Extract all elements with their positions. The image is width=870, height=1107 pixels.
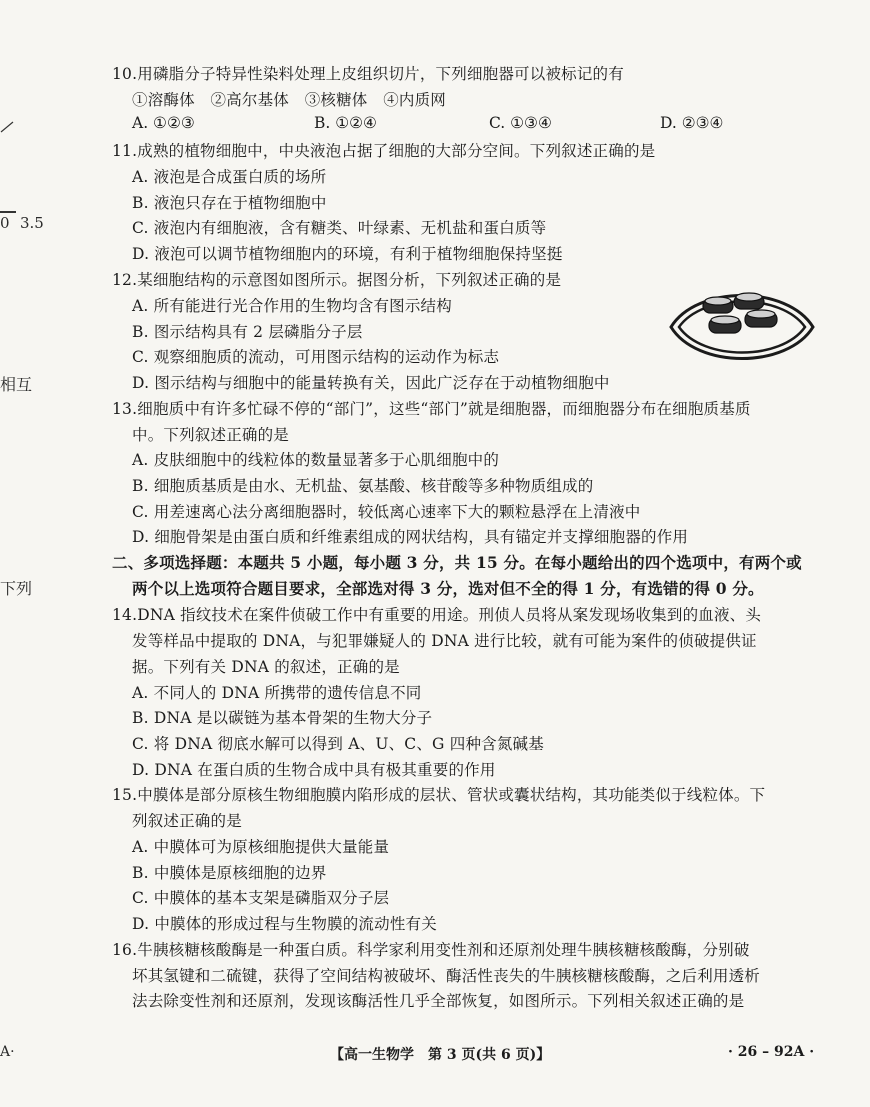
margin-zero: 0 <box>0 214 10 232</box>
q10-option-c: C. ①③④ <box>489 114 552 132</box>
granum-1 <box>703 297 733 313</box>
q15-option-d: D. 中膜体的形成过程与生物膜的流动性有关 <box>132 915 437 933</box>
q13-stem-line1: 13.细胞质中有许多忙碌不停的“部门”，这些“部门”就是细胞器，而细胞器分布在细胞质基质 <box>112 400 751 418</box>
q13-option-d: D. 细胞骨架是由蛋白质和纤维素组成的网状结构，具有锚定并支撑细胞器的作用 <box>132 528 689 546</box>
q13-option-c: C. 用差速离心法分离细胞器时，较低离心速率下大的颗粒悬浮在上清液中 <box>132 503 641 521</box>
q16-stem-line2: 坏其氢键和二硫键，获得了空间结构被破坏、酶活性丧失的牛胰核糖核酸酶，之后利用透析 <box>132 967 761 985</box>
section2-heading-line2: 两个以上选项符合题目要求，全部选对得 3 分，选对但不全的得 1 分，有选错的得 0 分。 <box>132 579 764 598</box>
granum-2 <box>734 293 764 309</box>
q11-option-a: A. 液泡是合成蛋白质的场所 <box>132 168 327 186</box>
q10-option-a: A. ①②③ <box>132 114 195 132</box>
q12-option-a: A. 所有能进行光合作用的生物均含有图示结构 <box>132 297 452 315</box>
q15-option-b: B. 中膜体是原核细胞的边界 <box>132 864 327 882</box>
q12-option-b: B. 图示结构具有 2 层磷脂分子层 <box>132 323 363 341</box>
q14-option-a: A. 不同人的 DNA 所携带的遗传信息不同 <box>132 684 422 702</box>
q10-option-b: B. ①②④ <box>314 114 377 132</box>
q14-option-b: B. DNA 是以碳链为基本骨架的生物大分子 <box>132 709 433 727</box>
q16-stem-line1: 16.牛胰核糖核酸酶是一种蛋白质。科学家利用变性剂和还原剂处理牛胰核糖核酸酶，分别破 <box>112 941 750 959</box>
q11-stem: 11.成熟的植物细胞中，中央液泡占据了细胞的大部分空间。下列叙述正确的是 <box>112 142 656 160</box>
q12-stem: 12.某细胞结构的示意图如图所示。据图分析，下列叙述正确的是 <box>112 271 562 289</box>
margin-text-xianghu: 相互 <box>0 375 33 394</box>
granum-3 <box>745 310 777 327</box>
q14-option-d: D. DNA 在蛋白质的生物合成中具有极其重要的作用 <box>132 761 496 779</box>
q12-option-d: D. 图示结构与细胞中的能量转换有关，因此广泛存在于动植物细胞中 <box>132 374 610 392</box>
q15-option-c: C. 中膜体的基本支架是磷脂双分子层 <box>132 889 390 907</box>
organelle-diagram-svg <box>667 277 817 377</box>
q15-stem-line1: 15.中膜体是部分原核生物细胞膜内陷形成的层状、管状或囊状结构，其功能类似于线粒体。下 <box>112 786 766 804</box>
q14-stem-line3: 据。下列有关 DNA 的叙述，正确的是 <box>132 658 400 676</box>
footer-exam-code: · 26 – 92A · <box>728 1044 815 1060</box>
margin-text-xialie: 下列 <box>0 579 33 598</box>
q14-stem-line2: 发等样品中提取的 DNA，与犯罪嫌疑人的 DNA 进行比较，就有可能为案件的侦破提供证 <box>132 632 757 650</box>
q15-stem-line2: 列叙述正确的是 <box>132 812 242 830</box>
section2-heading-line1: 二、多项选择题：本题共 5 小题，每小题 3 分，共 15 分。在每小题给出的四个选项中，有两个或 <box>112 553 802 572</box>
margin-axis-line <box>0 211 16 213</box>
q11-option-d: D. 液泡可以调节植物细胞内的环境，有利于植物细胞保持坚挺 <box>132 245 563 263</box>
q13-option-b: B. 细胞质基质是由水、无机盐、氨基酸、核苷酸等多种物质组成的 <box>132 477 594 495</box>
footer-page-info: 【高一生物学 第 3 页(共 6 页)】 <box>330 1047 551 1063</box>
margin-footer-left: A· <box>0 1044 15 1060</box>
organelle-diagram <box>667 277 817 381</box>
q14-option-c: C. 将 DNA 彻底水解可以得到 A、U、C、G 四种含氮碱基 <box>132 735 544 753</box>
granum-4 <box>709 316 741 333</box>
q11-option-c: C. 液泡内有细胞液，含有糖类、叶绿素、无机盐和蛋白质等 <box>132 219 547 237</box>
q12-option-c: C. 观察细胞质的流动，可用图示结构的运动作为标志 <box>132 348 500 366</box>
q15-option-a: A. 中膜体可为原核细胞提供大量能量 <box>132 838 390 856</box>
margin-slash-mark <box>0 118 14 132</box>
q16-stem-line3: 法去除变性剂和还原剂，发现该酶活性几乎全部恢复，如图所示。下列相关叙述正确的是 <box>132 992 745 1010</box>
q10-stem: 10.用磷脂分子特异性染料处理上皮组织切片，下列细胞器可以被标记的有 <box>112 65 624 83</box>
q13-stem-line2: 中。下列叙述正确的是 <box>132 426 290 444</box>
margin-tick-label: 3.5 <box>20 214 44 232</box>
q14-stem-line1: 14.DNA 指纹技术在案件侦破工作中有重要的用途。刑侦人员将从案发现场收集到的血液、头 <box>112 606 762 624</box>
q13-option-a: A. 皮肤细胞中的线粒体的数量显著多于心肌细胞中的 <box>132 451 500 469</box>
q10-option-d: D. ②③④ <box>660 114 724 132</box>
q11-option-b: B. 液泡只存在于植物细胞中 <box>132 194 327 212</box>
q10-items: ①溶酶体 ②高尔基体 ③核糖体 ④内质网 <box>132 91 447 109</box>
